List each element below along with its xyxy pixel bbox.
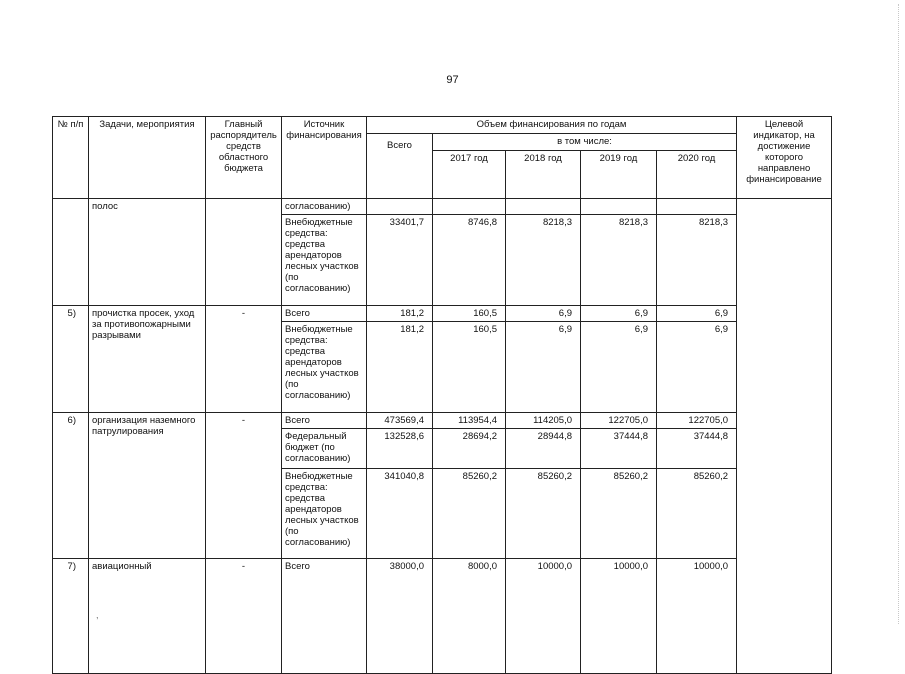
indicator-cell <box>737 199 832 674</box>
cell-2017: 160,5 <box>433 322 506 413</box>
header-year-2020: 2020 год <box>657 151 737 199</box>
cell-2019: 6,9 <box>581 322 657 413</box>
header-including: в том числе: <box>433 134 737 151</box>
cell-2018: 28944,8 <box>506 429 581 469</box>
row-num: 7) <box>53 559 89 674</box>
row-manager: - <box>206 559 282 674</box>
scan-edge-marks <box>895 4 899 624</box>
cell-total: 38000,0 <box>367 559 433 674</box>
cell-2020: 6,9 <box>657 322 737 413</box>
row-source: Внебюджетные средства: средства арендаторов лесных участков (по согласованию) <box>282 322 367 413</box>
cell-total: 473569,4 <box>367 413 433 429</box>
header-year-2018: 2018 год <box>506 151 581 199</box>
cell-2018: 8218,3 <box>506 215 581 306</box>
cell-2017: 28694,2 <box>433 429 506 469</box>
table-row <box>53 559 832 674</box>
cell-2019: 8218,3 <box>581 215 657 306</box>
table-row <box>53 413 832 429</box>
header-year-2019: 2019 год <box>581 151 657 199</box>
row-num: 6) <box>53 413 89 559</box>
cell-2019: 37444,8 <box>581 429 657 469</box>
row-manager <box>206 199 282 306</box>
cell-2020: 10000,0 <box>657 559 737 674</box>
row-manager: - <box>206 306 282 413</box>
table-row <box>53 199 832 215</box>
cell-2017: 160,5 <box>433 306 506 322</box>
header-year-2017: 2017 год <box>433 151 506 199</box>
cell-2020: 122705,0 <box>657 413 737 429</box>
header-row-1 <box>53 117 832 134</box>
row-num <box>53 199 89 306</box>
row-task: прочистка просек, уход за противопожарными разрывами <box>89 306 206 413</box>
cell-2017: 8746,8 <box>433 215 506 306</box>
header-total: Всего <box>367 134 433 199</box>
financing-table <box>52 116 832 674</box>
header-manager: Главный распорядитель средств областного бюджета <box>206 117 282 199</box>
row-manager: - <box>206 413 282 559</box>
row-task: организация наземного патрулирования <box>89 413 206 559</box>
cell-2020: 85260,2 <box>657 469 737 559</box>
row-task: авиационный <box>89 559 206 674</box>
cell-2017: 8000,0 <box>433 559 506 674</box>
header-num: № п/п <box>53 117 89 199</box>
row-source: Внебюджетные средства: средства арендаторов лесных участков (по согласованию) <box>282 469 367 559</box>
scan-speck: , <box>96 610 99 620</box>
row-source: Федеральный бюджет (по согласованию) <box>282 429 367 469</box>
cell-total: 181,2 <box>367 306 433 322</box>
cell-2019: 6,9 <box>581 306 657 322</box>
cell-2017: 113954,4 <box>433 413 506 429</box>
cell-2020: 6,9 <box>657 306 737 322</box>
header-indicator: Целевой индикатор, на достижение которого направлено финансирование <box>737 117 832 199</box>
row-source: Внебюджетные средства: средства арендаторов лесных участков (по согласованию) <box>282 215 367 306</box>
cell-total: 132528,6 <box>367 429 433 469</box>
row-source: согласованию) <box>282 199 367 215</box>
cell-2018: 10000,0 <box>506 559 581 674</box>
cell-2020: 8218,3 <box>657 215 737 306</box>
cell-2018: 85260,2 <box>506 469 581 559</box>
cell-2018: 6,9 <box>506 306 581 322</box>
row-source: Всего <box>282 413 367 429</box>
cell-2018 <box>506 199 581 215</box>
header-volume: Объем финансирования по годам <box>367 117 737 134</box>
row-num: 5) <box>53 306 89 413</box>
cell-2019: 85260,2 <box>581 469 657 559</box>
row-source: Всего <box>282 559 367 674</box>
header-tasks: Задачи, мероприятия <box>89 117 206 199</box>
cell-2018: 6,9 <box>506 322 581 413</box>
cell-2019: 122705,0 <box>581 413 657 429</box>
cell-total: 181,2 <box>367 322 433 413</box>
cell-2018: 114205,0 <box>506 413 581 429</box>
cell-total <box>367 199 433 215</box>
page-number: 97 <box>446 74 459 86</box>
row-task: полос <box>89 199 206 306</box>
cell-2019: 10000,0 <box>581 559 657 674</box>
cell-2020: 37444,8 <box>657 429 737 469</box>
cell-2020 <box>657 199 737 215</box>
cell-2017: 85260,2 <box>433 469 506 559</box>
cell-total: 33401,7 <box>367 215 433 306</box>
cell-2017 <box>433 199 506 215</box>
header-source: Источник финансирования <box>282 117 367 199</box>
cell-2019 <box>581 199 657 215</box>
table-row <box>53 306 832 322</box>
cell-total: 341040,8 <box>367 469 433 559</box>
row-source: Всего <box>282 306 367 322</box>
